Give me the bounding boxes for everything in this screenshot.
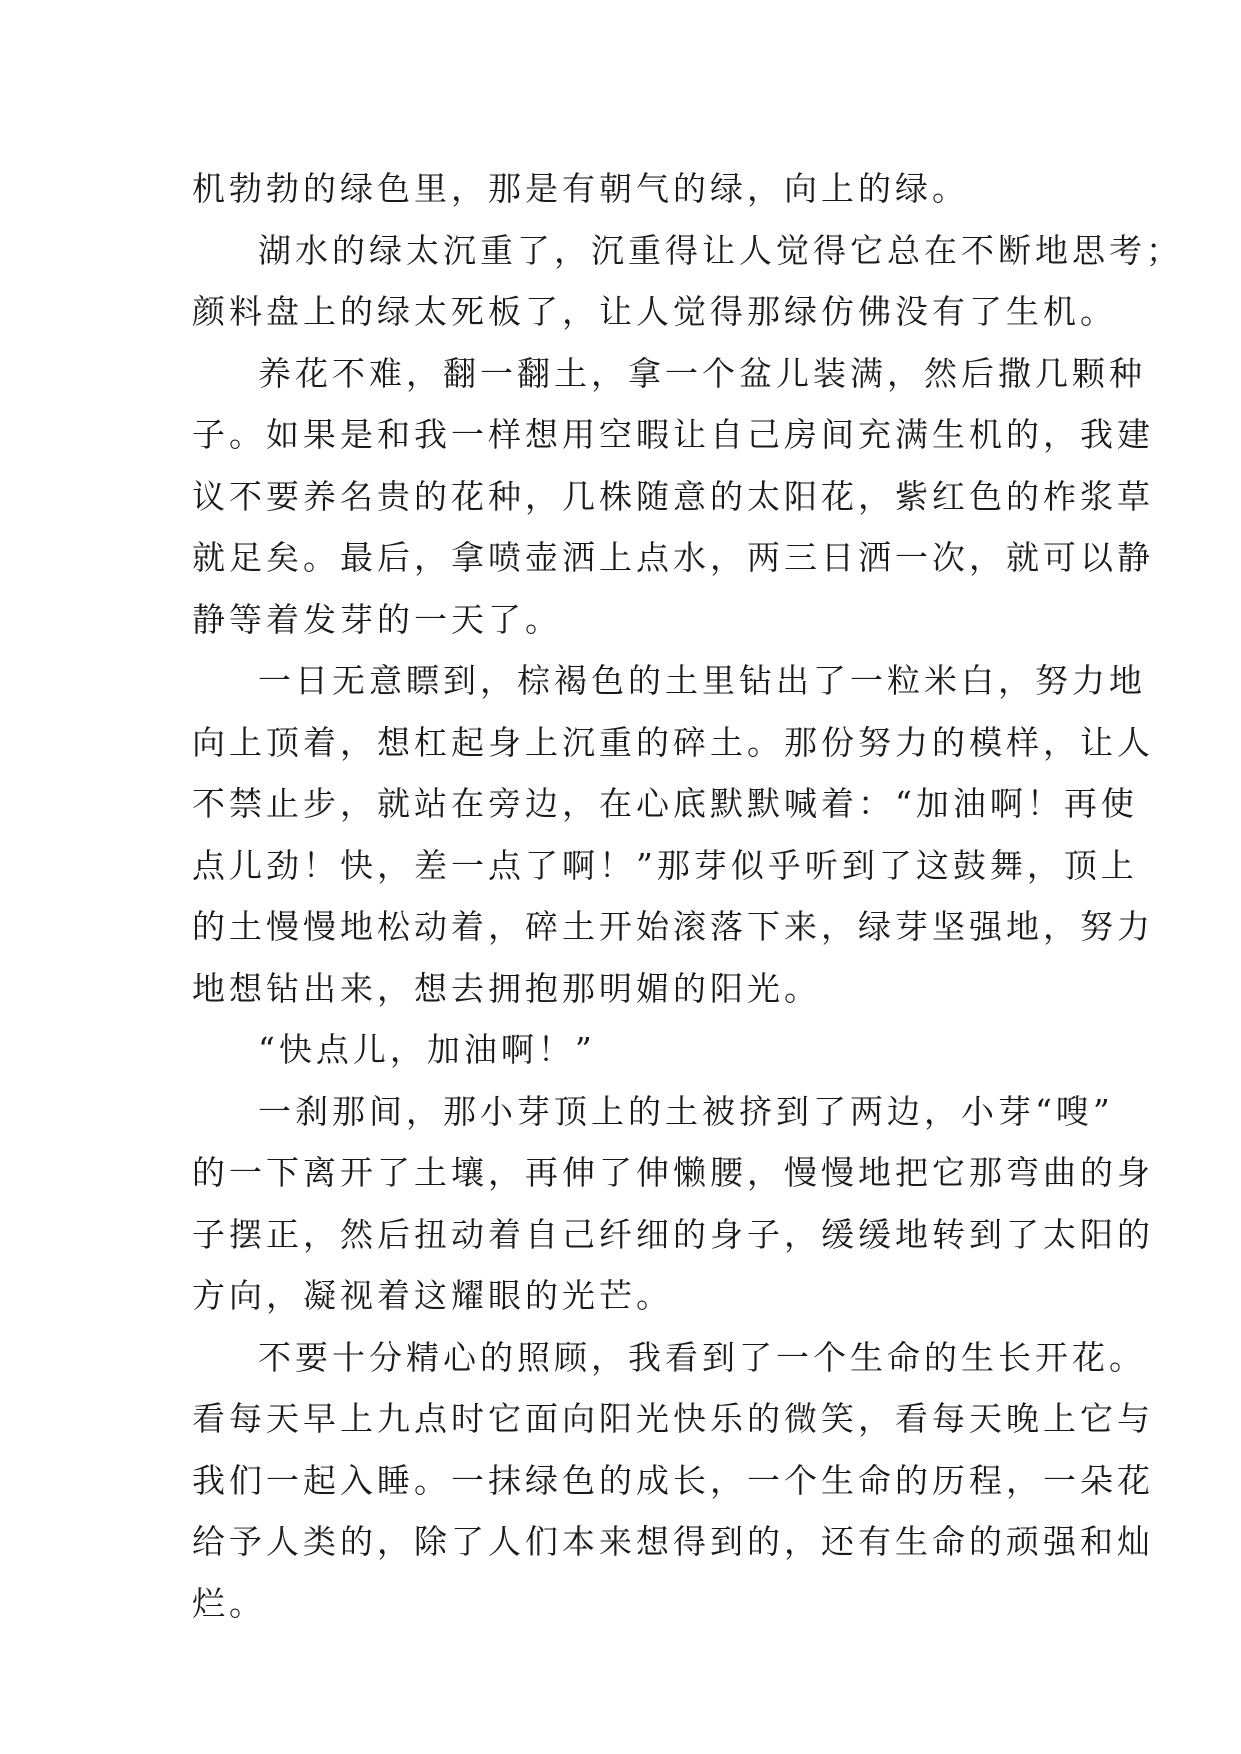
- text-line: 烂。: [192, 1583, 266, 1623]
- paragraph-start-line: 湖水的绿太沉重了，沉重得让人觉得它总在不断地思考；: [258, 230, 1183, 270]
- text-line: 向上顶着，想杠起身上沉重的碎土。那份努力的模样，让人: [192, 722, 1154, 762]
- text-line: 颜料盘上的绿太死板了，让人觉得那绿仿佛没有了生机。: [192, 292, 1117, 331]
- text-line: 静等着发芽的一天了。: [192, 599, 562, 639]
- text-line: 不禁止步，就站在旁边，在心底默默喊着：“加油啊！再使: [192, 784, 1138, 823]
- text-line: 看每天早上九点时它面向阳光快乐的微笑，看每天晚上它与: [192, 1399, 1154, 1438]
- paragraph-start-line: 养花不难，翻一翻土，拿一个盆儿装满，然后撒几颗种: [258, 353, 1146, 393]
- text-line: 议不要养名贵的花种，几株随意的太阳花，紫红色的柞浆草: [192, 476, 1154, 516]
- text-line: 给予人类的，除了人们本来想得到的，还有生命的顽强和灿: [192, 1522, 1154, 1561]
- text-line: 我们一起入睡。一抹绿色的成长，一个生命的历程，一朵花: [192, 1460, 1154, 1500]
- text-line: 的土慢慢地松动着，碎土开始滚落下来，绿芽坚强地，努力: [192, 907, 1154, 946]
- paragraph-start-line: 一刹那间，那小芽顶上的土被挤到了两边，小芽“嗖”: [258, 1091, 1114, 1131]
- text-line: 的一下离开了土壤，再伸了伸懒腰，慢慢地把它那弯曲的身: [192, 1153, 1154, 1192]
- paragraph-start-line: 一日无意瞟到，棕褐色的土里钻出了一粒米白，努力地: [258, 661, 1146, 700]
- text-line: 方向，凝视着这耀眼的光芒。: [192, 1276, 673, 1315]
- paragraph-start-line: “快点儿，加油啊！”: [258, 1030, 596, 1069]
- text-line: 子。如果是和我一样想用空暇让自己房间充满生机的，我建: [192, 415, 1154, 454]
- text-line: 点儿劲！快，差一点了啊！”那芽似乎听到了这鼓舞，顶上: [192, 845, 1138, 885]
- text-line: 机勃勃的绿色里，那是有朝气的绿，向上的绿。: [192, 169, 969, 208]
- paragraph-start-line: 不要十分精心的照顾，我看到了一个生命的生长开花。: [258, 1337, 1146, 1377]
- text-line: 子摆正，然后扭动着自己纤细的身子，缓缓地转到了太阳的: [192, 1214, 1154, 1254]
- body-text: [192, 158, 1183, 1634]
- text-line: 就足矣。最后，拿喷壶洒上点水，两三日洒一次，就可以静: [192, 538, 1154, 577]
- text-line: 地想钻出来，想去拥抱那明媚的阳光。: [192, 968, 821, 1008]
